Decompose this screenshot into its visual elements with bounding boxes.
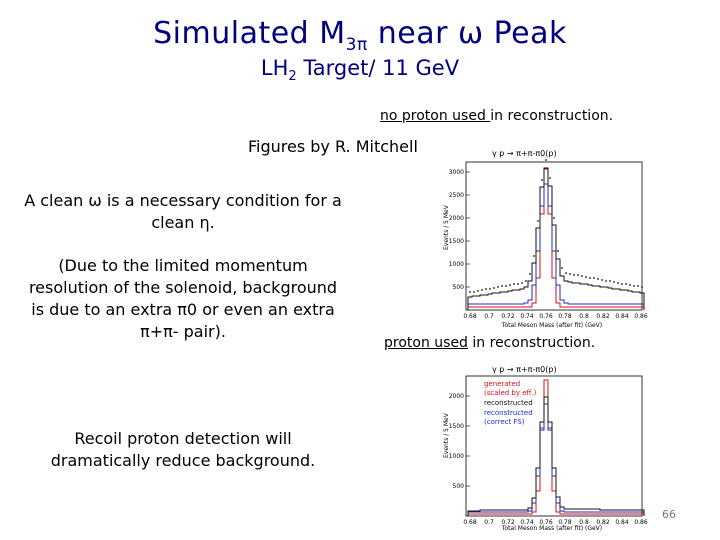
plot1-data-point	[617, 282, 619, 284]
plot2-y-tick-label: 1000	[448, 453, 464, 460]
plot2-xlabel: Total Meson Mass (after fit) (GeV)	[501, 525, 603, 532]
plot1-data-point	[553, 217, 555, 219]
plot1-data-point	[637, 285, 639, 287]
plot1-frame	[466, 162, 642, 310]
plot2-x-tick-label: 0.68	[463, 519, 477, 526]
plot1-x-tick-label: 0.74	[520, 313, 534, 320]
plot2-legend	[484, 380, 537, 426]
plot1-data-point	[537, 220, 539, 222]
plot1-y-tick-label: 3000	[448, 169, 464, 176]
plot1-x-ticks	[463, 313, 648, 320]
plot1-data-point	[469, 291, 471, 293]
slide-title: Simulated $M_{3\pi}$ near ω Peak	[153, 16, 567, 55]
plot2-frame	[466, 376, 642, 516]
plot1-x-tick-label: 0.86	[634, 313, 648, 320]
plot1-data-point	[493, 287, 495, 289]
plot2-ylabel: Events / 5 MeV	[443, 413, 450, 458]
plot1-data-point	[609, 280, 611, 282]
bullet-background: (Due to the limited momentum resolution of the solenoid, background is due to an extra π0 or even an extra π+π- pair).	[28, 256, 338, 341]
plot1-y-tick-label: 2500	[448, 192, 464, 199]
plot1-data-point	[529, 273, 531, 275]
plot2-y-tick-label: 500	[452, 483, 464, 490]
plot1-data-point	[569, 273, 571, 275]
plot2-x-tick-label: 0.78	[558, 519, 572, 526]
plot1-data-point	[509, 284, 511, 286]
plot1-reaction: γ p → π+π-π0(p)	[492, 149, 557, 158]
plot1-ylabel: Events / 5 MeV	[443, 205, 450, 250]
plot1-x-tick-label: 0.68	[463, 313, 477, 320]
plot2-y-ticks	[449, 393, 470, 490]
plot1-data-point	[549, 177, 551, 179]
plot2-y-tick-label: 2000	[448, 393, 464, 400]
plot1-data-point	[521, 282, 523, 284]
plot1-data-point	[481, 289, 483, 291]
plot1-y-tick-label: 1500	[448, 238, 464, 245]
plot1-data-point	[565, 272, 567, 274]
plot1-data-point	[601, 279, 603, 281]
plot1-y-tick-label: 2000	[448, 215, 464, 222]
plot2-x-tick-label: 0.8	[579, 519, 589, 526]
plot1-data-point	[489, 288, 491, 290]
plot1-data-point	[581, 275, 583, 277]
plot1-data-point	[541, 179, 543, 181]
plot1-x-tick-label: 0.8	[579, 313, 589, 320]
plot1-y-tick-label: 500	[452, 284, 464, 291]
plot1-data-point	[641, 286, 643, 288]
plot1-x-tick-label: 0.78	[558, 313, 572, 320]
plot1-data-point	[513, 283, 515, 285]
histogram-no-proton	[440, 140, 660, 330]
legend-reconstructed: reconstructed	[484, 399, 533, 407]
plot1-y-tick-label: 1000	[448, 261, 464, 268]
plot1-data-point	[497, 286, 499, 288]
plot1-data-point	[605, 280, 607, 282]
plot1-data-point	[573, 274, 575, 276]
plot1-data-point	[473, 291, 475, 293]
plot1-data-point	[621, 283, 623, 285]
plot1-data-point	[597, 278, 599, 280]
plot1-x-tick-label: 0.72	[501, 313, 515, 320]
note-no-proton: no proton used in reconstruction.	[380, 108, 614, 124]
plot1-xlabel: Total Meson Mass (after fit) (GeV)	[501, 322, 603, 329]
plot2-reaction: γ p → π+π-π0(p)	[492, 365, 557, 374]
slide-subtitle: $LH_2$ Target/ 11 GeV	[260, 56, 460, 85]
histogram-proton-used	[440, 358, 660, 534]
plot1-data-point	[589, 277, 591, 279]
legend-scaled: (scaled by eff.)	[484, 389, 537, 397]
page-number: 66	[662, 508, 676, 521]
plot1-x-tick-label: 0.76	[539, 313, 553, 320]
plot2-y-tick-label: 1500	[448, 423, 464, 430]
plot1-data-point	[525, 280, 527, 282]
plot1-x-tick-label: 0.84	[615, 313, 629, 320]
plot1-data-point	[593, 277, 595, 279]
plot1-data-point	[561, 267, 563, 269]
bullet-clean-omega: A clean ω is a necessary condition for a clean η.	[24, 191, 342, 232]
plot1-data-point	[633, 285, 635, 287]
plot1-data-point	[625, 283, 627, 285]
plot1-data-point	[629, 284, 631, 286]
figure-credit: Figures by R. Mitchell	[248, 137, 418, 156]
plot2-x-tick-label: 0.72	[501, 519, 515, 526]
plot1-data-point	[505, 285, 507, 287]
plot1-data-point	[557, 250, 559, 252]
plot1-x-tick-label: 0.7	[484, 313, 494, 320]
plot1-data-point	[477, 290, 479, 292]
plot1-data-point	[545, 159, 547, 161]
legend-generated: generated	[484, 380, 521, 388]
note-proton-used: proton used in reconstruction.	[384, 335, 596, 351]
plot2-x-tick-label: 0.84	[615, 519, 629, 526]
plot2-x-tick-label: 0.82	[596, 519, 610, 526]
legend-reconstructed-fs: reconstructed	[484, 409, 533, 417]
plot2-x-tick-label: 0.7	[484, 519, 494, 526]
plot2-x-tick-label: 0.76	[539, 519, 553, 526]
plot1-x-tick-label: 0.82	[596, 313, 610, 320]
plot1-data-point	[533, 255, 535, 257]
bullet-recoil-proton: Recoil proton detection will dramatically reduce background.	[50, 429, 316, 470]
plot1-data-point	[577, 274, 579, 276]
plot1-data-point	[501, 285, 503, 287]
plot1-data-point	[613, 281, 615, 283]
plot2-x-tick-label: 0.86	[634, 519, 648, 526]
plot1-y-ticks	[449, 169, 470, 291]
plot1-data-point	[585, 276, 587, 278]
legend-correct-fs: (correct FS)	[484, 418, 525, 426]
plot1-data-point	[485, 288, 487, 290]
plot2-x-tick-label: 0.74	[520, 519, 534, 526]
plot1-data-point	[517, 283, 519, 285]
